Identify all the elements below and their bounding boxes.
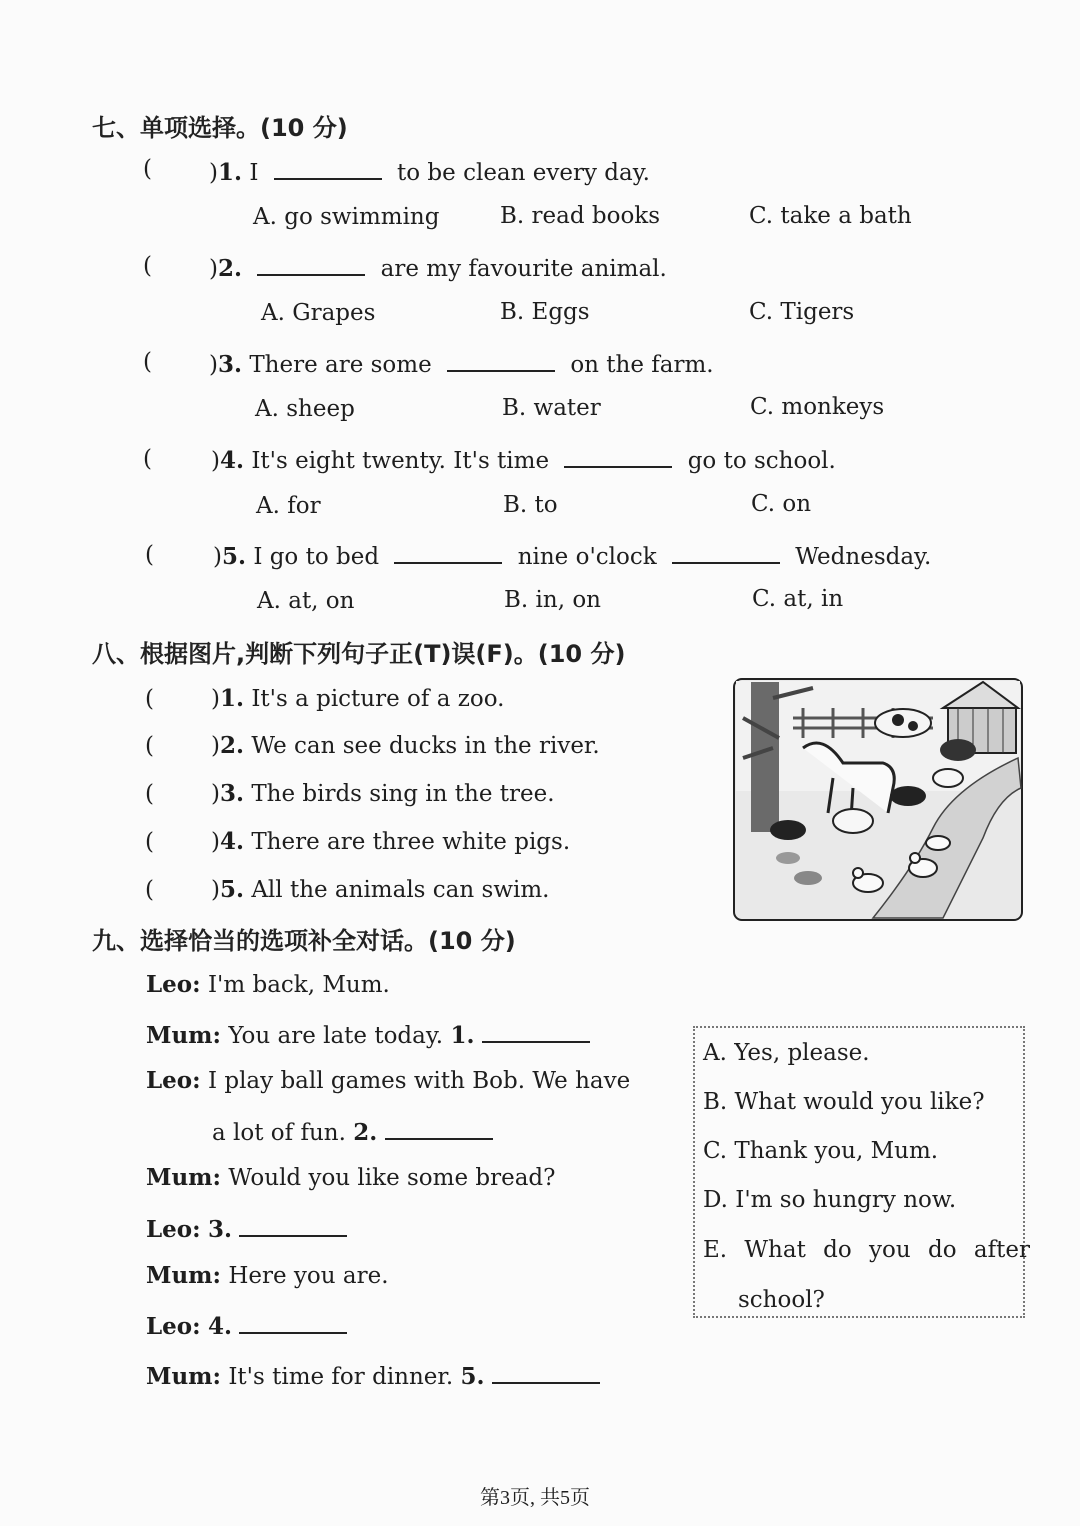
answer-paren-open[interactable]: ( — [143, 349, 152, 375]
question-7-2-stem: )2. are my favourite animal. — [209, 252, 667, 282]
tf-item-3: ( )3. The birds sing in the tree. — [145, 780, 555, 807]
dialogue-line-7: Mum: Here you are. — [146, 1262, 389, 1289]
page-footer: 第3页, 共5页 — [480, 1487, 590, 1509]
dialogue-line-6: Leo: 3. — [146, 1213, 347, 1243]
dialogue-line-8: Leo: 4. — [146, 1310, 347, 1340]
option-c: C. at, in — [752, 586, 844, 612]
option-a: A. at, on — [257, 588, 355, 614]
answer-paren[interactable]: ( — [145, 877, 154, 903]
answer-paren-open[interactable]: ( — [145, 542, 154, 568]
answer-blank[interactable] — [257, 252, 365, 276]
answer-paren[interactable]: ( — [145, 686, 154, 712]
tf-item-2: ( )2. We can see ducks in the river. — [145, 732, 600, 759]
option-c: C. monkeys — [750, 394, 885, 420]
question-7-1-stem: )1. I to be clean every day. — [209, 156, 650, 186]
option-b: B. to — [503, 492, 558, 518]
answer-paren[interactable]: ( — [145, 829, 154, 855]
option-c: C. Tigers — [749, 299, 855, 325]
option-a: A. Grapes — [261, 300, 376, 326]
answer-paren-open[interactable]: ( — [143, 253, 152, 279]
option-b: B. Eggs — [500, 299, 590, 325]
dialogue-option-e: E. What do you do after — [703, 1237, 1030, 1263]
tf-item-4: ( )4. There are three white pigs. — [145, 828, 571, 855]
dialogue-option-a: A. Yes, please. — [703, 1040, 870, 1066]
dialogue-line-2: Mum: You are late today. 1. — [146, 1019, 590, 1049]
dialogue-line-1: Leo: I'm back, Mum. — [146, 971, 390, 998]
option-b: B. water — [502, 395, 601, 421]
answer-blank[interactable] — [394, 540, 502, 564]
question-7-3 — [143, 349, 152, 375]
dialogue-options-box — [693, 1026, 1025, 1318]
section8-heading: 八、根据图片,判断下列句子正(T)误(F)。(10 分) — [92, 640, 626, 668]
dialogue-option-d: D. I'm so hungry now. — [703, 1187, 957, 1213]
answer-blank[interactable] — [239, 1310, 347, 1334]
question-7-4 — [143, 446, 152, 472]
option-a: A. sheep — [255, 396, 355, 422]
question-7-1 — [143, 156, 152, 182]
dialogue-line-9: Mum: It's time for dinner. 5. — [146, 1360, 600, 1390]
tf-item-5: ( )5. All the animals can swim. — [145, 876, 550, 903]
question-7-5 — [145, 542, 154, 568]
answer-blank[interactable] — [274, 156, 382, 180]
answer-blank[interactable] — [239, 1213, 347, 1237]
farm-scene-illustration — [733, 678, 1023, 921]
section9-heading: 九、选择恰当的选项补全对话。(10 分) — [92, 927, 516, 955]
answer-blank[interactable] — [385, 1116, 493, 1140]
option-b: B. read books — [500, 203, 661, 229]
tf-item-1: ( )1. It's a picture of a zoo. — [145, 685, 505, 712]
option-b: B. in, on — [504, 587, 601, 613]
question-7-4-stem: )4. It's eight twenty. It's time go to school. — [211, 444, 836, 474]
dialogue-option-b: B. What would you like? — [703, 1089, 985, 1115]
dialogue-line-4: a lot of fun. 2. — [212, 1116, 493, 1146]
answer-blank[interactable] — [447, 348, 555, 372]
question-7-5-stem: )5. I go to bed nine o'clock Wednesday. — [213, 540, 931, 570]
answer-paren[interactable]: ( — [145, 781, 154, 807]
answer-paren-open[interactable]: ( — [143, 156, 152, 182]
dialogue-line-3: Leo: I play ball games with Bob. We have — [146, 1067, 631, 1094]
answer-blank[interactable] — [482, 1019, 590, 1043]
answer-paren[interactable]: ( — [145, 733, 154, 759]
section7-heading: 七、单项选择。(10 分) — [92, 114, 348, 142]
option-a: A. for — [256, 493, 321, 519]
option-c: C. on — [751, 491, 812, 517]
answer-blank[interactable] — [672, 540, 780, 564]
answer-blank[interactable] — [564, 444, 672, 468]
answer-paren-open[interactable]: ( — [143, 446, 152, 472]
question-7-3-stem: )3. There are some on the farm. — [209, 348, 714, 378]
answer-blank[interactable] — [492, 1360, 600, 1384]
dialogue-option-e-cont: school? — [738, 1287, 825, 1313]
option-a: A. go swimming — [253, 204, 440, 230]
dialogue-line-5: Mum: Would you like some bread? — [146, 1164, 556, 1191]
option-c: C. take a bath — [749, 203, 912, 229]
dialogue-option-c: C. Thank you, Mum. — [703, 1138, 939, 1164]
question-7-2 — [143, 253, 152, 279]
